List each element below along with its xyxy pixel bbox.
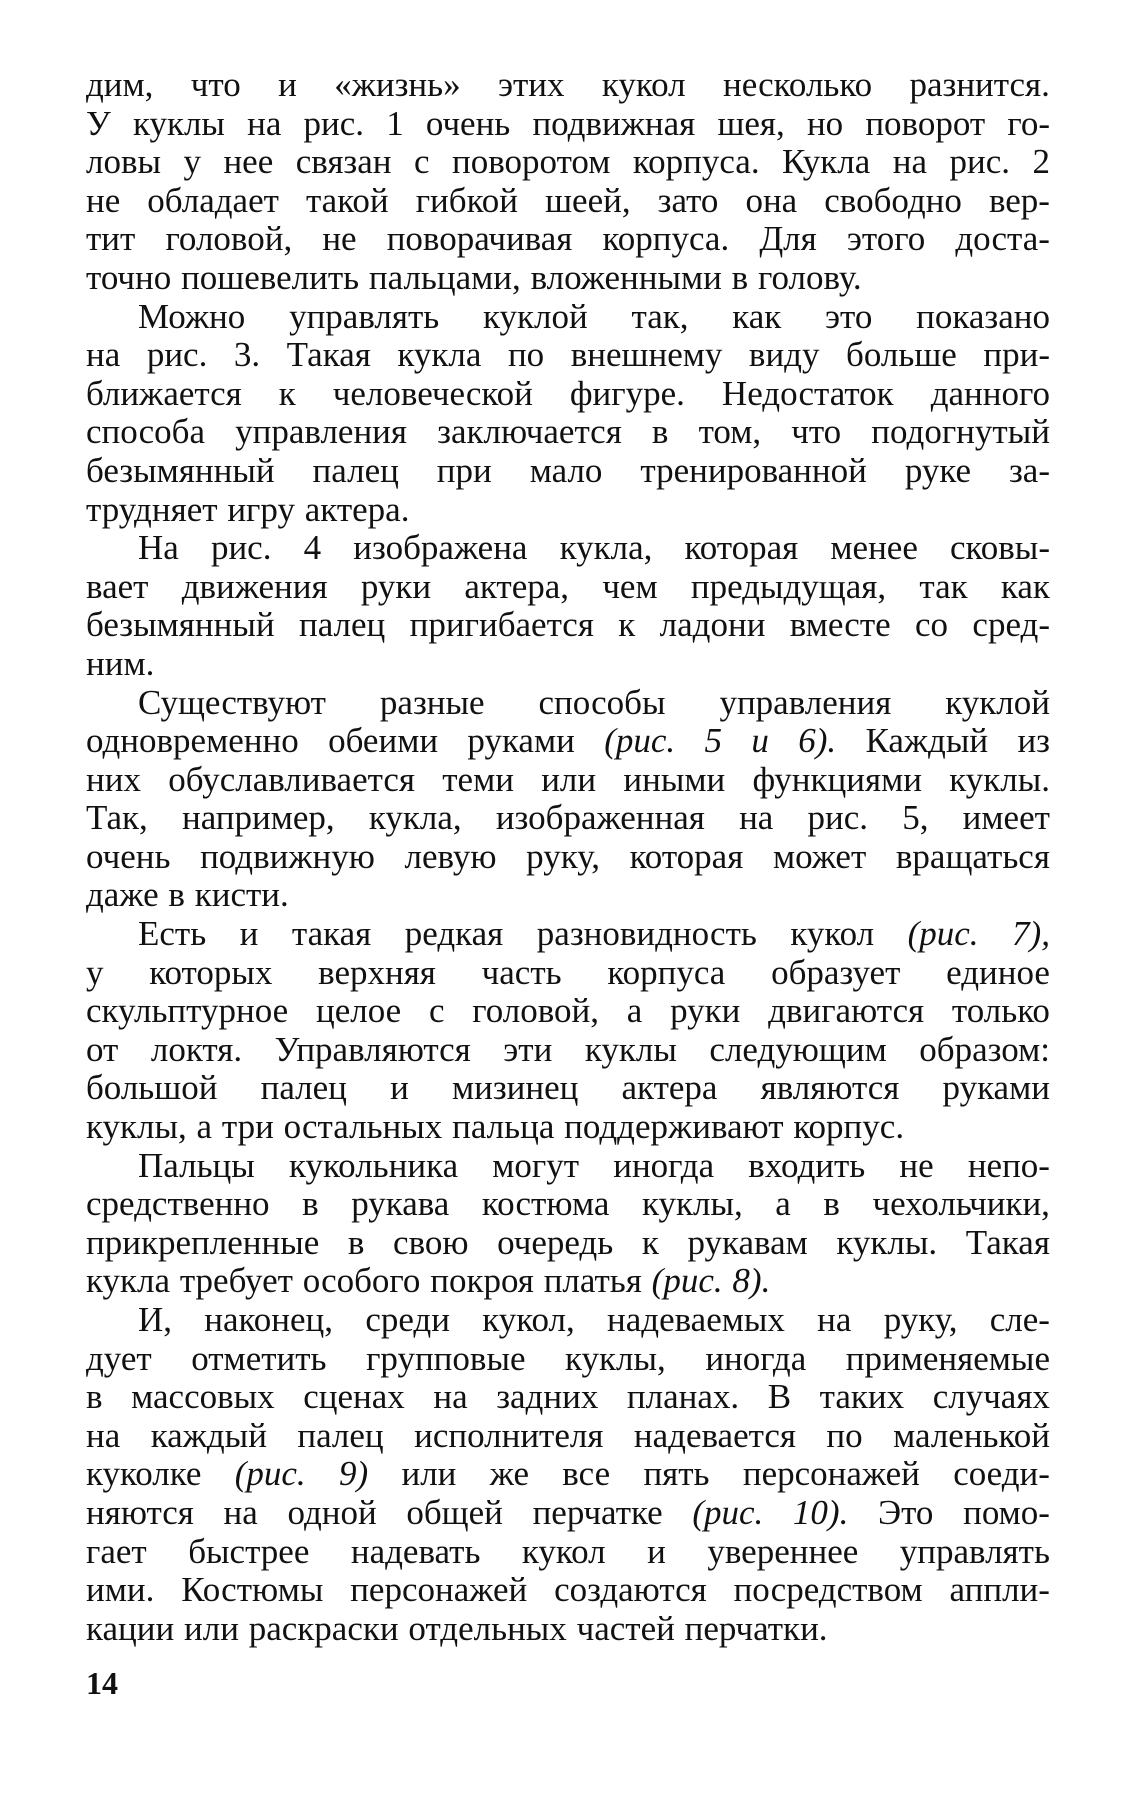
text-line: точно пошевелить пальцами, вложенными в голову. [86, 257, 862, 297]
text-line: Существуют разные способы управления куклой [138, 682, 1050, 722]
text-line: на каждый палец исполнителя надевается по маленькой [86, 1415, 1050, 1455]
text-line: средственно в рукава костюма куклы, а в чехольчики, [86, 1184, 1050, 1224]
text-line: большой палец и мизинец актера являются руками [86, 1068, 1050, 1108]
text-line: на рис. 3. Такая кукла по внешнему виду больше при- [86, 335, 1050, 375]
text-line: Так, например, кукла, изображенная на рис. 5, имеет [86, 798, 1050, 838]
text-line: куколке (рис. 9) или же все пять персонажей соеди- [86, 1454, 1050, 1494]
text-line: ним. [86, 643, 155, 683]
text-line: куклы, а три остальных пальца поддерживают корпус. [86, 1107, 905, 1147]
text-line: няются на одной общей перчатке (рис. 10). Это помо- [86, 1492, 1050, 1532]
text-line: На рис. 4 изображена кукла, которая менее сковы- [138, 528, 1050, 568]
text-line: одновременно обеими руками (рис. 5 и 6). Каждый из [86, 721, 1050, 761]
text-line: ими. Костюмы персонажей создаются посредством аппли- [86, 1570, 1050, 1610]
text-line: кукла требует особого покроя платья (рис. 8). [86, 1261, 771, 1301]
text-line: Пальцы кукольника могут иногда входить не непо- [138, 1145, 1050, 1185]
text-line: в массовых сценах на задних планах. В таких случаях [86, 1377, 1050, 1417]
page-number: 14 [86, 1665, 118, 1701]
text-line: безымянный палец пригибается к ладони вместе со сред- [86, 605, 1050, 645]
text-line: прикрепленные в свою очередь к рукавам куклы. Такая [86, 1222, 1050, 1262]
text-line: У куклы на рис. 1 очень подвижная шея, но поворот го- [86, 103, 1050, 143]
text-line: Есть и такая редкая разновидность кукол (рис. 7), [138, 914, 1050, 954]
text-line: дует отметить групповые куклы, иногда применяемые [86, 1338, 1050, 1378]
text-line: ловы у нее связан с поворотом корпуса. Кукла на рис. 2 [86, 142, 1050, 182]
text-line: вает движения руки актера, чем предыдущая, так как [86, 566, 1050, 606]
text-line: даже в кисти. [86, 875, 289, 915]
text-line: И, наконец, среди кукол, надеваемых на руку, сле- [138, 1300, 1050, 1339]
text-line: очень подвижную левую руку, которая может вращаться [86, 836, 1050, 876]
text-line: гает быстрее надевать кукол и увереннее управлять [86, 1531, 1050, 1571]
text-line: трудняет игру актера. [86, 489, 410, 529]
text-line: безымянный палец при мало тренированной руке за- [86, 450, 1050, 490]
text-line: ближается к человеческой фигуре. Недостаток данного [86, 373, 1050, 413]
text-line: кации или раскраски отдельных частей перчатки. [86, 1608, 828, 1648]
body-text [86, 66, 1050, 1648]
text-line: от локтя. Управляются эти куклы следующим образом: [86, 1029, 1050, 1069]
text-line: у которых верхняя часть корпуса образует единое [86, 952, 1050, 992]
text-line: тит головой, не поворачивая корпуса. Для этого доста- [86, 219, 1050, 259]
text-line: дим, что и «жизнь» этих кукол несколько разнится. [86, 65, 1050, 104]
text-line: не обладает такой гибкой шеей, зато она свободно вер- [86, 180, 1050, 220]
text-line: способа управления заключается в том, что подогнутый [86, 412, 1050, 452]
text-line: Можно управлять куклой так, как это показано [138, 296, 1050, 336]
text-line: них обуславливается теми или иными функциями куклы. [86, 759, 1050, 799]
text-line: скульптурное целое с головой, а руки двигаются только [86, 991, 1050, 1031]
